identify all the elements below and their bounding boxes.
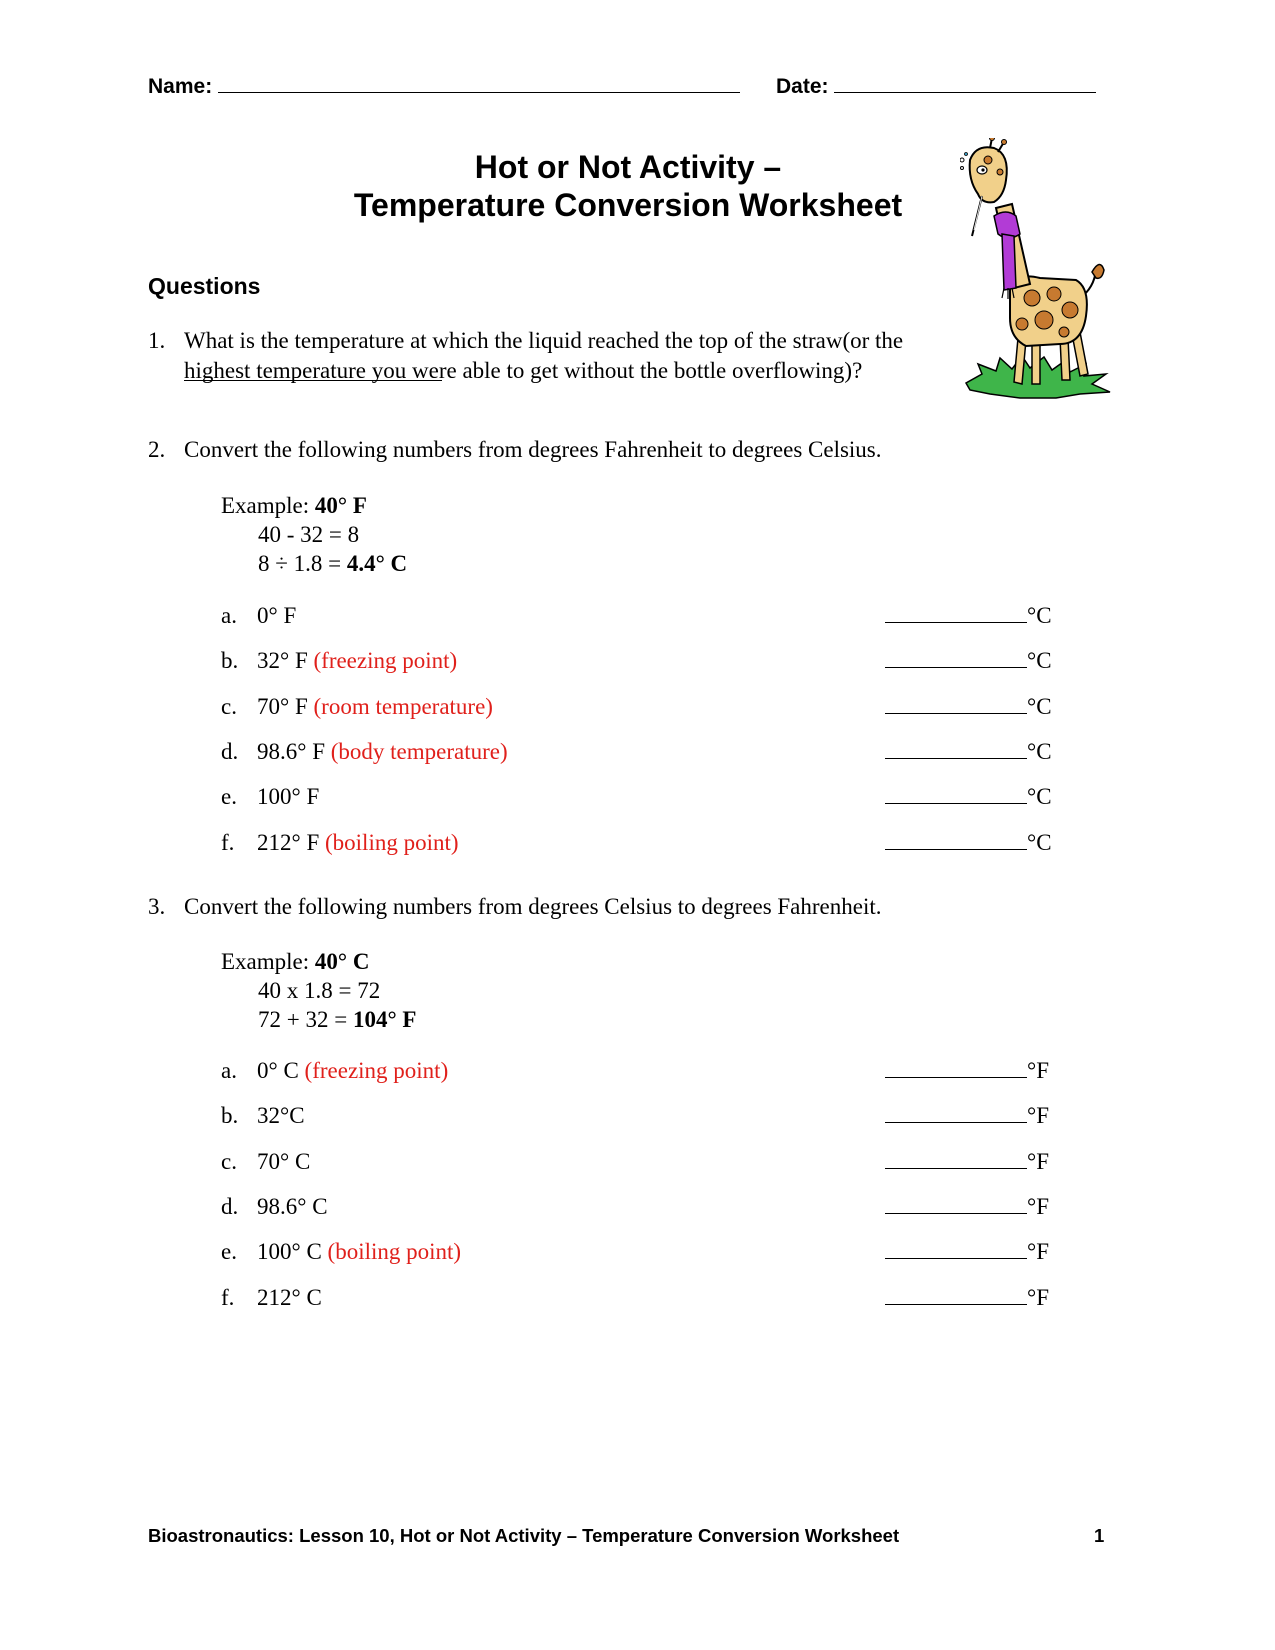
item-value: 0° C: [257, 1058, 299, 1083]
question-1-line-2: highest temperature you were able to get without the bottle overflowing)?: [184, 358, 863, 383]
item-note: (freezing point): [304, 1058, 449, 1083]
page-number: 1: [1094, 1525, 1105, 1546]
answer-blank-line[interactable]: [885, 1286, 1027, 1305]
item-value-group: [257, 1284, 322, 1312]
item-note: (boiling point): [325, 830, 459, 855]
item-value-group: [257, 693, 493, 721]
question-1-number: 1.: [148, 328, 166, 353]
item-letter: f.: [221, 1285, 235, 1310]
question-1: [148, 326, 968, 416]
item-letter: e.: [221, 784, 237, 809]
q2-item-row: [221, 693, 821, 723]
item-value-group: [257, 783, 319, 811]
question-1-line-1: What is the temperature at which the liquid reached the top of the straw(or the: [184, 328, 904, 353]
item-value-group: [257, 647, 457, 675]
q2-item-row: [221, 647, 821, 677]
answer-unit: °C: [1027, 648, 1052, 673]
q2-example-result: 4.4° C: [346, 551, 408, 576]
item-value-group: [257, 829, 459, 857]
item-value: 100° C: [257, 1239, 322, 1264]
answer-blank-line[interactable]: [885, 1104, 1027, 1123]
question-3-number: 3.: [148, 894, 166, 919]
q2-answer-field[interactable]: [885, 829, 1052, 857]
answer-unit: °C: [1027, 603, 1052, 628]
item-letter: b.: [221, 1103, 239, 1128]
q3-example-value: 40° C: [314, 949, 370, 974]
item-value: 70° F: [257, 694, 308, 719]
name-field[interactable]: [148, 74, 740, 99]
answer-unit: °F: [1027, 1239, 1049, 1264]
item-note: (freezing point): [313, 648, 458, 673]
date-label: Date:: [776, 75, 829, 98]
item-value: 98.6° C: [257, 1194, 328, 1219]
q2-item-row: [221, 738, 821, 768]
page-title: [328, 148, 928, 224]
answer-unit: °F: [1027, 1149, 1049, 1174]
q2-answer-field[interactable]: [885, 783, 1052, 811]
answer-unit: °C: [1027, 694, 1052, 719]
answer-blank-line[interactable]: [885, 1195, 1027, 1214]
item-value-group: [257, 1193, 328, 1221]
q2-answer-field[interactable]: [885, 647, 1052, 675]
item-value-group: [257, 1148, 310, 1176]
question-2-number: 2.: [148, 437, 166, 462]
q2-example-step-1: 40 - 32 = 8: [258, 522, 360, 547]
footer-text: Bioastronautics: Lesson 10, Hot or Not Activity – Temperature Conversion Worksheet: [148, 1525, 900, 1546]
q3-example-step-1: 40 x 1.8 = 72: [258, 978, 381, 1003]
q3-item-row: [221, 1102, 821, 1132]
item-letter: e.: [221, 1239, 237, 1264]
item-value-group: [257, 1057, 448, 1085]
answer-blank-line[interactable]: [885, 649, 1027, 668]
item-value: 212° F: [257, 830, 320, 855]
q2-item-row: [221, 602, 821, 632]
item-value-group: [257, 738, 508, 766]
date-blank-line[interactable]: [834, 74, 1096, 93]
answer-blank-line[interactable]: [885, 1059, 1027, 1078]
answer-blank-line[interactable]: [885, 785, 1027, 804]
item-letter: d.: [221, 739, 239, 764]
q3-item-row: [221, 1193, 821, 1223]
q3-answer-field[interactable]: [885, 1193, 1049, 1221]
answer-blank-line[interactable]: [885, 831, 1027, 850]
answer-unit: °F: [1027, 1194, 1049, 1219]
q2-item-row: [221, 829, 821, 859]
item-value-group: [257, 1238, 461, 1266]
q3-item-row: [221, 1238, 821, 1268]
answer-unit: °C: [1027, 830, 1052, 855]
answer-blank-line[interactable]: [885, 1240, 1027, 1259]
item-value-group: [257, 1102, 305, 1130]
item-note: (room temperature): [313, 694, 493, 719]
q3-example-step-2: 72 + 32 =: [258, 1007, 348, 1032]
giraffe-illustration: [960, 138, 1120, 408]
q3-item-row: [221, 1148, 821, 1178]
answer-blank-line[interactable]: [885, 695, 1027, 714]
q3-answer-field[interactable]: [885, 1238, 1049, 1266]
answer-blank-line[interactable]: [885, 1150, 1027, 1169]
item-letter: a.: [221, 603, 237, 628]
answer-blank-line[interactable]: [885, 604, 1027, 623]
name-label: Name:: [148, 75, 213, 98]
question-1-answer-line[interactable]: [184, 380, 442, 381]
item-value-group: [257, 602, 296, 630]
item-letter: c.: [221, 1149, 237, 1174]
question-2-text: Convert the following numbers from degrees Fahrenheit to degrees Celsius.: [184, 437, 882, 462]
item-value: 212° C: [257, 1285, 322, 1310]
question-3-text: Convert the following numbers from degrees Celsius to degrees Fahrenheit.: [184, 894, 882, 919]
q3-item-row: [221, 1057, 821, 1087]
item-value: 32°C: [257, 1103, 305, 1128]
item-value: 70° C: [257, 1149, 311, 1174]
answer-unit: °F: [1027, 1285, 1049, 1310]
item-letter: c.: [221, 694, 237, 719]
item-letter: f.: [221, 830, 235, 855]
question-3: [148, 892, 968, 922]
answer-unit: °C: [1027, 784, 1052, 809]
question-2: [148, 435, 968, 465]
q2-answer-field[interactable]: [885, 693, 1052, 721]
answer-unit: °C: [1027, 739, 1052, 764]
answer-blank-line[interactable]: [885, 740, 1027, 759]
q2-example-value: 40° F: [314, 493, 367, 518]
q3-answer-field[interactable]: [885, 1148, 1049, 1176]
q3-example-label: Example:: [221, 949, 310, 974]
item-note: (body temperature): [330, 739, 508, 764]
item-value: 32° F: [257, 648, 308, 673]
item-letter: d.: [221, 1194, 239, 1219]
q3-item-row: [221, 1284, 821, 1314]
item-value: 98.6° F: [257, 739, 325, 764]
name-blank-line[interactable]: [218, 74, 740, 93]
q2-example: [221, 491, 407, 578]
q2-item-row: [221, 783, 821, 813]
item-value: 100° F: [257, 784, 320, 809]
item-letter: b.: [221, 648, 239, 673]
q2-example-label: Example:: [221, 493, 310, 518]
q3-answer-field[interactable]: [885, 1102, 1049, 1130]
q3-answer-field[interactable]: [885, 1284, 1049, 1312]
item-value: 0° F: [257, 603, 297, 628]
item-note: (boiling point): [327, 1239, 462, 1264]
questions-heading: Questions: [148, 273, 261, 299]
item-letter: a.: [221, 1058, 237, 1083]
date-field[interactable]: [776, 74, 1096, 99]
q3-example-result: 104° F: [352, 1007, 417, 1032]
answer-unit: °F: [1027, 1103, 1049, 1128]
answer-unit: °F: [1027, 1058, 1049, 1083]
q2-answer-field[interactable]: [885, 602, 1052, 630]
q3-answer-field[interactable]: [885, 1057, 1049, 1085]
q2-example-step-2: 8 ÷ 1.8 =: [258, 551, 342, 576]
q2-answer-field[interactable]: [885, 738, 1052, 766]
title-line-2: Temperature Conversion Worksheet: [353, 187, 903, 223]
title-line-1: Hot or Not Activity –: [474, 149, 782, 185]
q3-example: [221, 947, 416, 1034]
